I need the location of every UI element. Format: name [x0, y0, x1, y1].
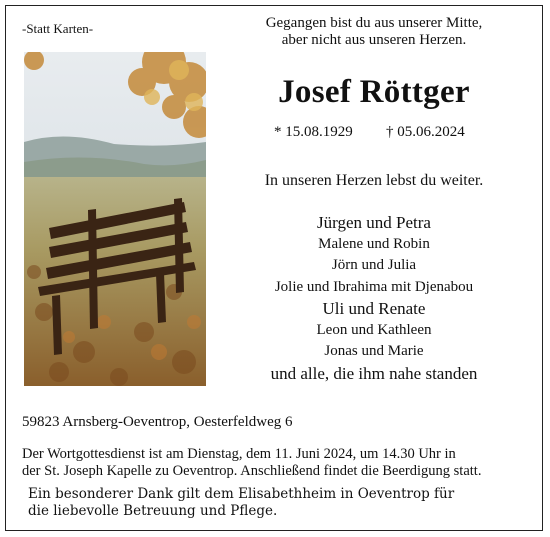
survivor-entry: Malene und Robin [318, 235, 430, 252]
verse: In unseren Herzen lebst du weiter. [264, 172, 484, 189]
death-date: † 05.06.2024 [386, 124, 465, 140]
survivor-entry: Jonas und Marie [324, 343, 424, 359]
survivor-entry: und alle, die ihm nahe standen [270, 363, 478, 383]
motto-line-1: Gegangen bist du aus unserer Mitte, [265, 15, 483, 31]
address: 59823 Arnsberg-Oeventrop, Oesterfeldweg 6 [22, 414, 293, 430]
thanks-line-2: die liebevolle Betreuung und Pflege. [28, 503, 278, 519]
thanks-note [28, 486, 528, 520]
motto [232, 15, 516, 49]
statt-karten-note: -Statt Karten- [22, 21, 94, 36]
thanks-line-1: Ein besonderer Dank gilt dem Elisabethheim in Oeventrop für [28, 486, 455, 502]
service-line-2: der St. Joseph Kapelle zu Oeventrop. Anschließend findet die Beerdigung statt. [22, 462, 482, 479]
birth-date: * 15.08.1929 [274, 124, 353, 140]
survivor-entry: Jürgen und Petra [317, 213, 431, 232]
autumn-bench-photo [24, 52, 206, 386]
service-line-1: Der Wortgottesdienst ist am Dienstag, dem 11. Juni 2024, um 14.30 Uhr in [22, 446, 456, 462]
survivor-entry: Jolie und Ibrahima mit Djenabou [274, 278, 474, 295]
service-info [22, 446, 532, 479]
survivor-entry: Jörn und Julia [331, 257, 417, 273]
survivors-list [232, 212, 516, 384]
motto-line-2: aber nicht aus unseren Herzen. [281, 32, 467, 48]
survivor-entry: Leon und Kathleen [316, 321, 432, 338]
deceased-name: Josef Röttger [278, 74, 470, 110]
survivor-entry: Uli und Renate [322, 299, 426, 318]
